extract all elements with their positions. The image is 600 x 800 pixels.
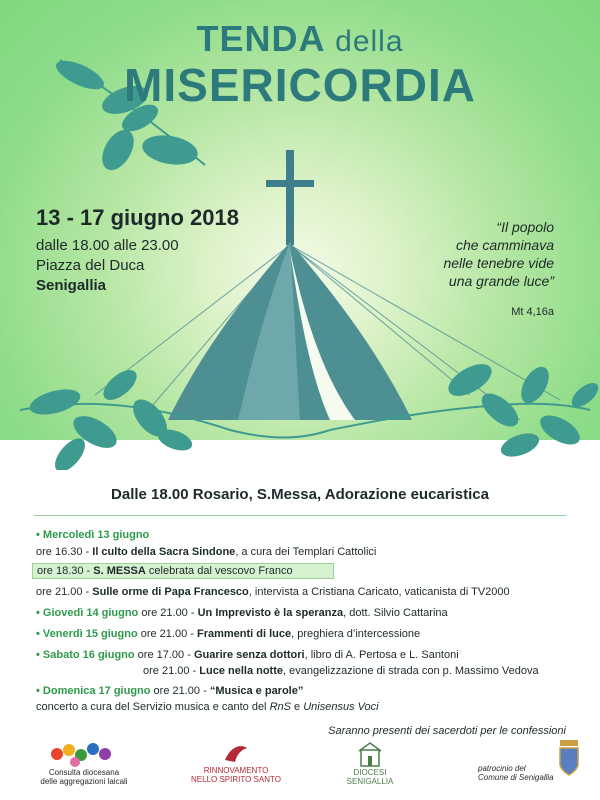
dove-icon <box>221 740 251 766</box>
event-hours: dalle 18.00 alle 23.00 <box>36 237 179 254</box>
schedule-item-highlighted <box>36 565 334 577</box>
logo-text: RINNOVAMENTO <box>203 766 269 775</box>
bible-quote <box>354 218 554 290</box>
logo-text: SENIGALLIA <box>346 777 394 786</box>
event-info <box>36 236 179 296</box>
day-label: Giovedì 14 giugno <box>42 607 139 619</box>
item-detail: celebrata dal vescovo Franco <box>145 565 293 577</box>
item-detail: , libro di A. Pertosa e L. Santoni <box>304 649 459 661</box>
day-label: Venerdì 15 giugno <box>42 628 138 640</box>
item-detail: concerto a cura del Servizio musica e canto del <box>36 701 270 713</box>
logo-diocesi <box>330 740 410 786</box>
daily-program: Dalle 18.00 Rosario, S.Messa, Adorazione eucaristica <box>111 486 489 503</box>
event-city: Senigallia <box>36 277 107 294</box>
item-detail: , dott. Silvio Cattarina <box>343 607 448 619</box>
logo-text: patrocinio del <box>478 764 526 773</box>
item-title: Frammenti di luce <box>197 628 292 640</box>
cross-icon <box>286 150 294 245</box>
schedule-day-sat: • Sabato 16 giugno ore 17.00 - Guarire senza dottori, libro di A. Pertosa e L. Santoni <box>36 649 459 661</box>
item-time: ore 16.30 - <box>36 546 93 558</box>
item-title: S. MESSA <box>93 565 146 577</box>
item-title: Luce nella notte <box>199 665 284 677</box>
leaf-icon <box>443 358 600 462</box>
item-time: ore 21.00 - <box>138 607 198 619</box>
logo-text: delle aggregazioni laicali <box>40 777 128 786</box>
coat-of-arms-icon <box>556 738 582 778</box>
day-label: Mercoledì 13 giugno <box>42 529 150 541</box>
schedule-item <box>36 546 376 558</box>
item-title: Il culto della Sacra Sindone <box>92 546 236 558</box>
quote-line: una grande luce” <box>448 273 554 289</box>
logo-text: Comune di Senigallia <box>478 773 554 782</box>
day-label: Sabato 16 giugno <box>42 649 135 661</box>
schedule-day-sun: • Domenica 17 giugno ore 21.00 - “Musica e parole” <box>36 685 304 697</box>
item-detail: RnS <box>269 701 291 713</box>
item-title: Sulle orme di Papa Francesco <box>92 586 249 598</box>
item-time: ore 21.00 - <box>137 628 197 640</box>
item-title: “Musica e parole” <box>209 685 304 697</box>
item-detail: , evangelizzazione di strada con p. Massimo Vedova <box>283 665 539 677</box>
schedule-day-fri: • Venerdì 15 giugno ore 21.00 - Frammenti di luce, preghiera d’intercessione <box>36 628 421 640</box>
divider <box>34 515 566 516</box>
schedule-day-wed: • Mercoledì 13 giugno <box>36 529 150 541</box>
item-detail: , preghiera d’intercessione <box>291 628 421 640</box>
logo-text: DIOCESI <box>353 768 387 777</box>
schedule-item <box>36 701 379 713</box>
item-detail: Unisensus Voci <box>303 701 379 713</box>
title-della: della <box>335 25 404 58</box>
title-line-1 <box>0 18 600 60</box>
event-place: Piazza del Duca <box>36 257 145 274</box>
item-time: ore 18.30 - <box>37 565 94 577</box>
schedule-item <box>143 665 539 677</box>
logo-text: NELLO SPIRITO SANTO <box>191 775 281 784</box>
item-time: ore 21.00 - <box>150 685 210 697</box>
item-time: ore 21.00 - <box>143 665 200 677</box>
item-time: ore 17.00 - <box>134 649 194 661</box>
quote-line: “Il popolo <box>496 219 554 235</box>
item-detail: e <box>290 701 304 713</box>
quote-line: che camminava <box>455 237 554 253</box>
quote-line: nelle tenebre vide <box>443 255 554 271</box>
item-detail: , a cura dei Templari Cattolici <box>235 546 377 558</box>
cathedral-icon <box>355 740 385 768</box>
people-icon <box>49 740 119 768</box>
item-detail: , intervista a Cristiana Caricato, vaticanista di TV2000 <box>248 586 510 598</box>
logo-text: Consulta diocesana <box>48 768 120 777</box>
day-label: Domenica 17 giugno <box>42 685 151 697</box>
schedule-item <box>36 586 510 598</box>
confessions-note: Saranno presenti dei sacerdoti per le confessioni <box>328 725 566 737</box>
event-dates: 13 - 17 giugno 2018 <box>36 205 239 230</box>
item-title: Guarire senza dottori <box>193 649 305 661</box>
logo-rns <box>186 740 286 784</box>
item-title: Un Imprevisto è la speranza <box>197 607 344 619</box>
quote-reference: Mt 4,16a <box>511 306 554 318</box>
schedule-day-thu: • Giovedì 14 giugno ore 21.00 - Un Imprevisto è la speranza, dott. Silvio Cattarina <box>36 607 448 619</box>
title-tenda: TENDA <box>196 18 325 59</box>
item-time: ore 21.00 - <box>36 586 93 598</box>
logo-consulta <box>24 740 144 786</box>
title-misericordia: MISERICORDIA <box>124 59 476 111</box>
